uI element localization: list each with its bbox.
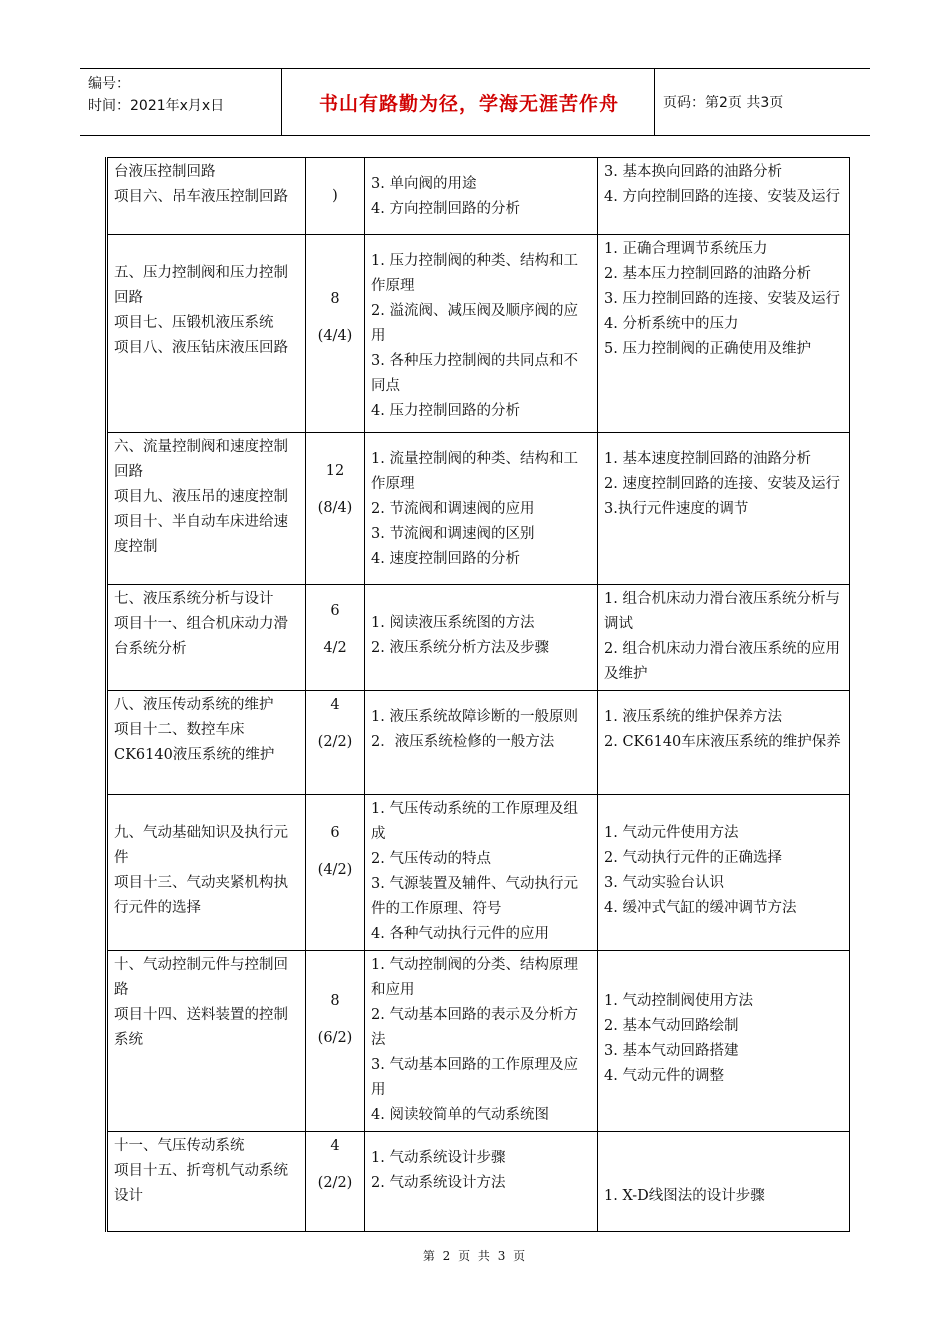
skills-cell	[598, 235, 850, 433]
cell-line: 3. 基本气动回路搭建	[604, 1043, 739, 1059]
table-row	[107, 795, 850, 951]
cell-line: 1. 流量控制阀的种类、结构和工作原理	[371, 451, 578, 492]
cell-line: 8	[330, 993, 340, 1009]
cell-line: (4/2)	[317, 862, 353, 878]
cell-line: 项目十五、折弯机气动系统设计	[114, 1163, 288, 1204]
cell-line: 3. 节流阀和调速阀的区别	[371, 526, 535, 542]
table-row	[107, 691, 850, 795]
cell-line: 2. 基本气动回路绘制	[604, 1018, 739, 1034]
cell-line: (2/2)	[317, 734, 353, 750]
cell-line: 12	[325, 463, 345, 479]
cell-line: 2. 气动系统设计方法	[371, 1175, 506, 1191]
hours-cell	[306, 691, 365, 795]
content-cell	[365, 1132, 598, 1232]
cell-line: 项目十、半自动车床进给速度控制	[114, 514, 288, 555]
hours-cell	[306, 585, 365, 691]
skills-cell	[598, 585, 850, 691]
cell-line: 2. 组合机床动力滑台液压系统的应用及维护	[604, 641, 840, 682]
table-row	[107, 433, 850, 585]
cell-line: 4. 压力控制回路的分析	[371, 403, 520, 419]
cell-line: 5. 压力控制阀的正确使用及维护	[604, 341, 811, 357]
skills-cell	[598, 158, 850, 235]
cell-line: 4	[330, 1138, 340, 1154]
cell-line: 项目十二、数控车床CK6140液压系统的维护	[114, 722, 275, 763]
header-info	[88, 73, 224, 117]
table-row	[107, 235, 850, 433]
content-cell	[365, 691, 598, 795]
table-row	[107, 951, 850, 1132]
chapter-cell	[107, 795, 306, 951]
header-divider	[654, 69, 655, 135]
cell-line: 2．液压系统检修的一般方法	[371, 734, 555, 750]
table-row	[107, 1132, 850, 1232]
cell-line: 4. 方向控制回路的分析	[371, 201, 520, 217]
cell-line: 3. 各种压力控制阀的共同点和不同点	[371, 353, 578, 394]
cell-line: 1. 气动元件使用方法	[604, 825, 739, 841]
page-header	[80, 68, 870, 136]
content-cell	[365, 585, 598, 691]
content-cell	[365, 433, 598, 585]
cell-line: 2. 基本压力控制回路的油路分析	[604, 266, 811, 282]
cell-line: 4. 气动元件的调整	[604, 1068, 724, 1084]
content-cell	[365, 235, 598, 433]
cell-line: 1. 正确合理调节系统压力	[604, 241, 768, 257]
skills-cell	[598, 433, 850, 585]
chapter-cell	[107, 951, 306, 1132]
cell-line: 2. CK6140车床液压系统的维护保养	[604, 734, 841, 750]
cell-line: 4. 分析系统中的压力	[604, 316, 739, 332]
syllabus-table	[105, 157, 850, 1232]
cell-line: 1. 气动控制阀的分类、结构原理和应用	[371, 957, 578, 998]
cell-line: 2. 气压传动的特点	[371, 851, 491, 867]
chapter-cell	[107, 1132, 306, 1232]
cell-line: (2/2)	[317, 1175, 353, 1191]
hours-cell	[306, 795, 365, 951]
cell-line: 项目十四、送料装置的控制系统	[114, 1007, 288, 1048]
cell-line: 项目九、液压吊的速度控制	[114, 489, 288, 505]
header-page-info: 页码：第2页 共3页	[663, 95, 784, 111]
hours-cell	[306, 158, 365, 235]
cell-line: (8/4)	[317, 500, 353, 516]
hours-cell	[306, 951, 365, 1132]
cell-line: 1. 液压系统的维护保养方法	[604, 709, 782, 725]
cell-line: 七、液压系统分析与设计	[114, 591, 274, 607]
chapter-cell	[107, 691, 306, 795]
cell-line: 1. 气动控制阀使用方法	[604, 993, 753, 1009]
cell-line: 3. 基本换向回路的油路分析	[604, 164, 782, 180]
cell-line: 4. 速度控制回路的分析	[371, 551, 520, 567]
cell-line: 2. 节流阀和调速阀的应用	[371, 501, 535, 517]
cell-line: 4. 方向控制回路的连接、安装及运行	[604, 189, 840, 205]
cell-line: 4. 阅读较简单的气动系统图	[371, 1107, 549, 1123]
cell-line: 2. 溢流阀、减压阀及顺序阀的应用	[371, 303, 578, 344]
cell-line: 4. 各种气动执行元件的应用	[371, 926, 549, 942]
cell-line: 1. 气压传动系统的工作原理及组成	[371, 801, 578, 842]
syllabus-table-body	[107, 158, 850, 1232]
cell-line: 项目七、压锻机液压系统	[114, 315, 274, 331]
cell-line: 1. 压力控制阀的种类、结构和工作原理	[371, 253, 578, 294]
cell-line: 六、流量控制阀和速度控制回路	[114, 439, 288, 480]
cell-line: 1. 液压系统故障诊断的一般原则	[371, 709, 578, 725]
cell-line: (4/4)	[317, 328, 353, 344]
chapter-cell	[107, 235, 306, 433]
cell-line: 4. 缓冲式气缸的缓冲调节方法	[604, 900, 797, 916]
cell-line: 九、气动基础知识及执行元件	[114, 825, 288, 866]
cell-line: 2. 气动执行元件的正确选择	[604, 850, 782, 866]
skills-cell	[598, 951, 850, 1132]
cell-line: 6	[330, 825, 340, 841]
header-motto: 书山有路勤为径，学海无涯苦作舟	[318, 92, 619, 115]
cell-line: 6	[330, 603, 340, 619]
cell-line: 1. 气动系统设计步骤	[371, 1150, 506, 1166]
cell-line: 1. 基本速度控制回路的油路分析	[604, 451, 811, 467]
cell-line: 3. 单向阀的用途	[371, 176, 477, 192]
cell-line: 五、压力控制阀和压力控制回路	[114, 265, 288, 306]
cell-line: 十一、气压传动系统	[114, 1138, 245, 1154]
cell-line: 2. 液压系统分析方法及步骤	[371, 640, 549, 656]
cell-line: 3. 压力控制回路的连接、安装及运行	[604, 291, 840, 307]
chapter-cell	[107, 585, 306, 691]
skills-cell	[598, 691, 850, 795]
cell-line: 3. 气动基本回路的工作原理及应用	[371, 1057, 578, 1098]
doc-number-label: 编号：	[88, 76, 130, 92]
cell-line: 项目十一、组合机床动力滑台系统分析	[114, 616, 288, 657]
chapter-cell	[107, 433, 306, 585]
hours-cell	[306, 235, 365, 433]
skills-cell	[598, 1132, 850, 1232]
cell-line: 台液压控制回路	[114, 164, 216, 180]
cell-line: 4/2	[323, 640, 347, 656]
cell-line: 项目十三、气动夹紧机构执行元件的选择	[114, 875, 288, 916]
cell-line: 1. 阅读液压系统图的方法	[371, 615, 535, 631]
cell-line: 十、气动控制元件与控制回路	[114, 957, 288, 998]
cell-line: 4	[330, 697, 340, 713]
cell-line: 1. 组合机床动力滑台液压系统分析与调试	[604, 591, 840, 632]
cell-line: (6/2)	[317, 1030, 353, 1046]
chapter-cell	[107, 158, 306, 235]
cell-line: 2. 速度控制回路的连接、安装及运行	[604, 476, 840, 492]
skills-cell	[598, 795, 850, 951]
cell-line: )	[332, 188, 338, 204]
cell-line: 八、液压传动系统的维护	[114, 697, 274, 713]
page-footer: 第 2 页 共 3 页	[422, 1249, 528, 1263]
cell-line: 1. X-D线图法的设计步骤	[604, 1188, 765, 1204]
cell-line: 3.执行元件速度的调节	[604, 501, 749, 517]
hours-cell	[306, 1132, 365, 1232]
content-cell	[365, 158, 598, 235]
content-cell	[365, 795, 598, 951]
table-row	[107, 585, 850, 691]
hours-cell	[306, 433, 365, 585]
cell-line: 3. 气动实验台认识	[604, 875, 724, 891]
cell-line: 项目六、吊车液压控制回路	[114, 189, 288, 205]
header-divider	[281, 69, 282, 135]
cell-line: 3. 气源装置及辅件、气动执行元件的工作原理、符号	[371, 876, 578, 917]
cell-line: 2. 气动基本回路的表示及分析方法	[371, 1007, 578, 1048]
cell-line: 8	[330, 291, 340, 307]
cell-line: 项目八、液压钻床液压回路	[114, 340, 288, 356]
content-cell	[365, 951, 598, 1132]
doc-date-label: 时间：2021年x月x日	[88, 98, 225, 114]
table-row	[107, 158, 850, 235]
